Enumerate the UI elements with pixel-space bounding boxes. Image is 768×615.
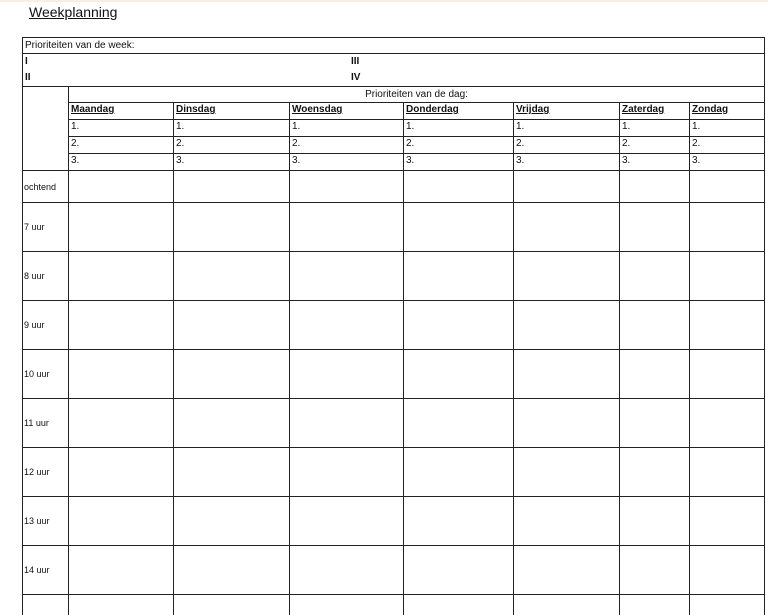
priority-cell-zondag-1[interactable]: 1.	[692, 121, 701, 132]
time-row-14-uur	[23, 546, 764, 595]
day-header-woensdag: Woensdag	[290, 103, 404, 119]
slot-cell[interactable]	[174, 595, 290, 615]
day-priorities-grid	[69, 87, 764, 170]
priority-cell-maandag-2[interactable]: 2.	[69, 137, 174, 153]
week-priorities-header-row	[23, 38, 764, 54]
priority-cell-woensdag-3[interactable]: 3.	[290, 154, 404, 170]
slot-cell[interactable]	[174, 350, 290, 398]
priority-cell-donderdag-2[interactable]: 2.	[404, 137, 514, 153]
slot-cell[interactable]	[290, 595, 404, 615]
slot-cell[interactable]	[404, 546, 514, 594]
priority-cell-maandag-3[interactable]: 3.	[69, 154, 174, 170]
slot-cell[interactable]	[690, 595, 764, 615]
slot-cell[interactable]	[404, 399, 514, 447]
time-row-11-uur	[23, 399, 764, 448]
time-row-12-uur	[23, 448, 764, 497]
slot-cell[interactable]	[514, 546, 620, 594]
slot-cell[interactable]	[620, 497, 690, 545]
slot-cell[interactable]	[290, 171, 404, 202]
top-band	[0, 0, 768, 2]
time-label: 13 uur	[23, 497, 69, 545]
priority-row-2	[69, 137, 764, 154]
slot-cell[interactable]	[404, 497, 514, 545]
slot-cell[interactable]	[290, 203, 404, 251]
slot-cell[interactable]	[69, 301, 174, 349]
slot-cell[interactable]	[69, 399, 174, 447]
time-label: 14 uur	[23, 546, 69, 594]
slot-cell[interactable]	[514, 595, 620, 615]
day-header-donderdag: Donderdag	[404, 103, 514, 119]
priority-cell-dinsdag-2[interactable]: 2.	[174, 137, 290, 153]
slot-cell[interactable]	[69, 595, 174, 615]
priority-cell-dinsdag-1[interactable]: 1.	[174, 120, 290, 136]
slot-cell[interactable]	[404, 448, 514, 496]
time-row-10-uur	[23, 350, 764, 399]
day-priorities-block	[23, 87, 764, 171]
slot-cell[interactable]	[690, 399, 764, 447]
slot-cell[interactable]	[290, 546, 404, 594]
slot-cell[interactable]	[620, 252, 690, 300]
time-label: 10 uur	[23, 350, 69, 398]
priority-cell-zaterdag-3[interactable]: 3.	[620, 154, 690, 170]
slot-cell[interactable]	[690, 448, 764, 496]
slot-cell[interactable]	[690, 171, 764, 202]
slot-cell[interactable]	[69, 252, 174, 300]
priority-cell-zaterdag-1[interactable]: 1.	[620, 120, 690, 136]
slot-cell[interactable]	[690, 350, 764, 398]
week-priorities-row-2	[23, 70, 764, 87]
time-row-partial	[23, 595, 764, 615]
slot-cell[interactable]	[620, 546, 690, 594]
slot-cell[interactable]	[290, 448, 404, 496]
slot-cell[interactable]	[620, 448, 690, 496]
priority-row-1	[69, 120, 764, 137]
time-label: ochtend	[23, 171, 69, 202]
time-row-7-uur	[23, 203, 764, 252]
slot-cell[interactable]	[690, 252, 764, 300]
slot-cell[interactable]	[290, 350, 404, 398]
slot-cell[interactable]	[69, 448, 174, 496]
slot-cell[interactable]	[514, 252, 620, 300]
slot-cell[interactable]	[174, 497, 290, 545]
day-header-zondag: Zondag	[692, 104, 729, 115]
week-priorities-label: Prioriteiten van de week:	[25, 40, 135, 51]
week-priorities-row-1	[23, 54, 764, 70]
priority-cell-zaterdag-2[interactable]: 2.	[620, 137, 690, 153]
slot-cell[interactable]	[69, 546, 174, 594]
slot-cell[interactable]	[290, 252, 404, 300]
slot-cell[interactable]	[620, 350, 690, 398]
week-planner-table	[22, 37, 765, 615]
page-title: Weekplanning	[29, 4, 118, 20]
slot-cell[interactable]	[620, 399, 690, 447]
week-priority-4[interactable]: IV	[351, 72, 361, 83]
slot-cell[interactable]	[514, 399, 620, 447]
priority-cell-dinsdag-3[interactable]: 3.	[174, 154, 290, 170]
slot-cell[interactable]	[514, 350, 620, 398]
day-header-dinsdag: Dinsdag	[174, 103, 290, 119]
time-label: 12 uur	[23, 448, 69, 496]
day-header-maandag: Maandag	[69, 103, 174, 119]
time-label: 9 uur	[23, 301, 69, 349]
day-headers-row	[69, 103, 764, 120]
slot-cell[interactable]	[514, 171, 620, 202]
slot-cell[interactable]	[514, 203, 620, 251]
slot-cell[interactable]	[404, 171, 514, 202]
slot-cell[interactable]	[404, 203, 514, 251]
time-label-empty	[23, 595, 69, 615]
slot-cell[interactable]	[690, 546, 764, 594]
slot-cell[interactable]	[69, 203, 174, 251]
slot-cell[interactable]	[514, 497, 620, 545]
slot-cell[interactable]	[690, 301, 764, 349]
slot-cell[interactable]	[404, 301, 514, 349]
slot-cell[interactable]	[174, 399, 290, 447]
priority-cell-zondag-3[interactable]: 3.	[692, 155, 701, 166]
slot-cell[interactable]	[620, 203, 690, 251]
slot-cell[interactable]	[290, 301, 404, 349]
time-row-8-uur	[23, 252, 764, 301]
slot-cell[interactable]	[404, 350, 514, 398]
slot-cell[interactable]	[174, 171, 290, 202]
slot-cell[interactable]	[620, 595, 690, 615]
slot-cell[interactable]	[290, 399, 404, 447]
slot-cell[interactable]	[174, 203, 290, 251]
priority-cell-donderdag-1[interactable]: 1.	[404, 120, 514, 136]
time-row-9-uur	[23, 301, 764, 350]
slot-cell[interactable]	[404, 252, 514, 300]
time-row-ochtend	[23, 171, 764, 203]
week-priority-1[interactable]: I	[25, 56, 28, 67]
slot-cell[interactable]	[69, 350, 174, 398]
slot-cell[interactable]	[290, 497, 404, 545]
slot-cell[interactable]	[514, 301, 620, 349]
slot-cell[interactable]	[514, 448, 620, 496]
slot-cell[interactable]	[404, 595, 514, 615]
day-header-zaterdag: Zaterdag	[620, 103, 690, 119]
slot-cell[interactable]	[690, 203, 764, 251]
slot-cell[interactable]	[174, 546, 290, 594]
slot-cell[interactable]	[69, 497, 174, 545]
priority-row-3	[69, 154, 764, 170]
priority-cell-zondag-2[interactable]: 2.	[692, 138, 701, 149]
priority-cell-vrijdag-1[interactable]: 1.	[514, 120, 620, 136]
slot-cell[interactable]	[620, 171, 690, 202]
priority-cell-maandag-1[interactable]: 1.	[69, 120, 174, 136]
priority-cell-donderdag-3[interactable]: 3.	[404, 154, 514, 170]
slot-cell[interactable]	[174, 252, 290, 300]
slot-cell[interactable]	[69, 171, 174, 202]
priority-cell-vrijdag-3[interactable]: 3.	[514, 154, 620, 170]
time-label: 8 uur	[23, 252, 69, 300]
priority-cell-woensdag-1[interactable]: 1.	[290, 120, 404, 136]
day-priorities-label: Prioriteiten van de dag:	[365, 89, 468, 100]
week-priority-3[interactable]: III	[351, 56, 360, 67]
slot-cell[interactable]	[174, 301, 290, 349]
priority-cell-woensdag-2[interactable]: 2.	[290, 137, 404, 153]
time-label: 7 uur	[23, 203, 69, 251]
day-priorities-corner	[23, 87, 69, 170]
priority-cell-vrijdag-2[interactable]: 2.	[514, 137, 620, 153]
time-row-13-uur	[23, 497, 764, 546]
week-priority-2[interactable]: II	[25, 72, 31, 83]
slot-cell[interactable]	[620, 301, 690, 349]
time-label: 11 uur	[23, 399, 69, 447]
day-header-vrijdag: Vrijdag	[514, 103, 620, 119]
day-priorities-label-row	[69, 87, 764, 103]
slot-cell[interactable]	[174, 448, 290, 496]
slot-cell[interactable]	[690, 497, 764, 545]
